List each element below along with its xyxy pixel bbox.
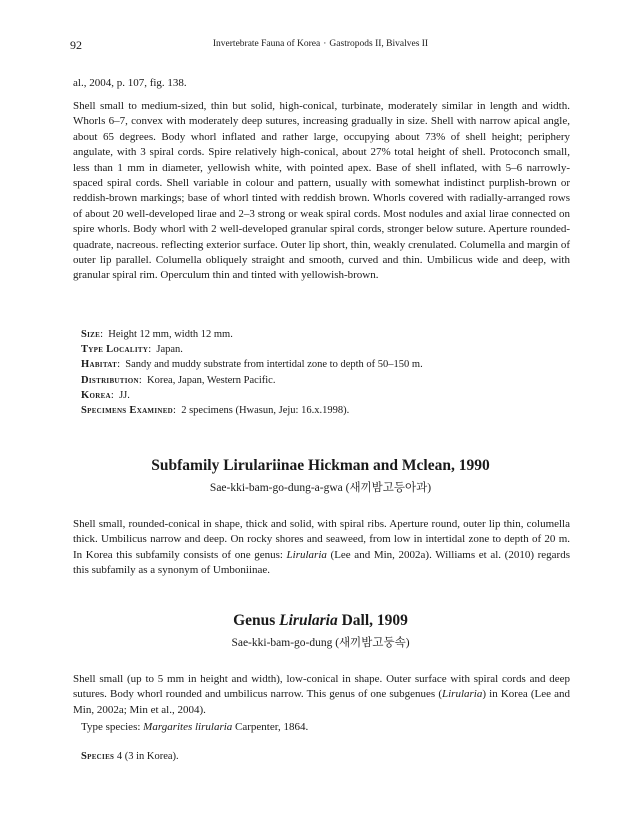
species-facts (81, 327, 571, 418)
type-species-label: Type species: (81, 721, 144, 733)
type-species-name: Margarites lirularia (143, 721, 233, 733)
fact-label: Size (81, 329, 101, 340)
fact-label: Distribution (81, 374, 139, 386)
fact-type-locality: Type Locality: Japan. (81, 344, 183, 356)
page-header (70, 38, 571, 54)
running-title-right: Gastropods II, Bivalves II (329, 39, 429, 49)
subfamily-description (73, 517, 570, 579)
running-title-left: Invertebrate Fauna of Korea (212, 39, 321, 49)
species-label: Species (81, 751, 115, 762)
reference-continuation: al., 2004, p. 107, fig. 138. (73, 77, 187, 89)
genus-description (73, 672, 570, 718)
running-title (70, 39, 571, 49)
genus-korean-name: Sae-kki-bam-go-dung (새끼밤고둥속) (231, 637, 410, 649)
fact-value: JJ. (119, 389, 130, 401)
genus-name-italic: Lirularia (442, 688, 483, 701)
fact-size: Size: Height 12 mm, width 12 mm. (81, 329, 233, 340)
subfamily-heading: Subfamily Lirulariinae Hickman and Mclean, 1990 (151, 457, 490, 474)
fact-value: Korea, Japan, Western Pacific. (147, 374, 276, 386)
genus-text-tail: ) in Korea (Lee and Min, 2002a; Min et al., 2004). (73, 688, 570, 716)
fact-value: Sandy and muddy substrate from intertidal zone to depth of 50–150 m. (125, 359, 423, 371)
subfamily-korean-name: Sae-kki-bam-go-dung-a-gwa (새끼밤고등아과) (209, 482, 432, 494)
species-count (81, 751, 179, 762)
page-number: 92 (70, 38, 82, 52)
subfamily-text-tail: (Lee and Min, 2002a). Williams et al. (2010) regards this subfamily as a synonym of Umboniinae. (73, 548, 570, 577)
genus-heading-name: Lirularia (279, 612, 338, 629)
species-value: 4 (3 in Korea). (114, 751, 179, 762)
type-species-author: Carpenter, 1864. (232, 721, 309, 733)
fact-distribution: Distribution: Korea, Japan, Western Pacific. (81, 374, 276, 386)
fact-label: Korea (81, 389, 111, 401)
fact-value: 2 specimens (Hwasun, Jeju: 16.x.1998). (181, 405, 350, 417)
genus-heading-prefix: Genus (233, 612, 280, 629)
genus-heading (0, 612, 641, 630)
running-title-separator: · (323, 39, 327, 49)
fact-value: Height 12 mm, width 12 mm. (108, 329, 233, 340)
genus-text: Shell small (up to 5 mm in height and width), low-conical in shape. Outer surface with spiral cords and deep sutures. Body whorl rounded and umbilicus narrow. This genus of one subgenues ( (73, 673, 570, 701)
type-species (81, 721, 308, 733)
fact-label: Habitat (81, 359, 118, 371)
subfamily-text: Shell small, rounded-conical in shape, thick and solid, with spiral ribs. Aperture round, outer lip thin, columella thick. Umbilicus narrow and deep. On rocky shores and seaweed, from low in intertidal zone to depth of 20 m. In Korea this subfamily consists of one genus: (73, 518, 570, 561)
genus-heading-author: Dall, 1909 (337, 612, 408, 629)
fact-value: Japan. (156, 344, 183, 356)
species-description: Shell small to medium-sized, thin but solid, high-conical, turbinate, moderately similar in length and width. Whorls 6–7, convex with moderately deep sutures, increasing gradually in size. Shell with narrow apical angle, about 65 degrees. Body whorl inflated and rather large, occupying about 73% of shell height; periphery angulate, with 3 spiral cords. Spire relatively high-conical, about 27% total height of shell. Protoconch small, less than 1 mm in diameter, yellowish white, with pointed apex. Base of shell inflated, with 5–6 narrowly-spaced spiral cords. Shell variable in colour and pattern, usually with somewhat indistinct purplish-brown or reddish-brown markings; base of whorl tinted with reddish brown. Whorls covered with radially-arranged rows of about 20 well-developed lirae and 2–3 strong or weak spiral cords. Most nodules and axial lirae connected on spire whorls. Body whorl with 2 well-developed granular spiral cords, stronger below suture. Aperture rounded-quadrate, nacreous. reflecting exterior surface. Outer lip short, thin, weakly crenulated. Columella and margin of outer lip parallel. Columella obliquely straight and smooth, curved and thin. Umbilicus wide and deep, with granular spiral rim. Operculum thin and tinted with yellowish-brown. (73, 100, 570, 282)
fact-habitat: Habitat: Sandy and muddy substrate from intertidal zone to depth of 50–150 m. (81, 359, 423, 371)
fact-specimens-examined: Specimens Examined: 2 specimens (Hwasun, Jeju: 16.x.1998). (81, 405, 350, 417)
genus-name-italic: Lirularia (286, 548, 327, 561)
fact-label: Specimens Examined (81, 405, 174, 417)
fact-korea: Korea: JJ. (81, 389, 130, 401)
fact-label: Type Locality (81, 344, 149, 356)
